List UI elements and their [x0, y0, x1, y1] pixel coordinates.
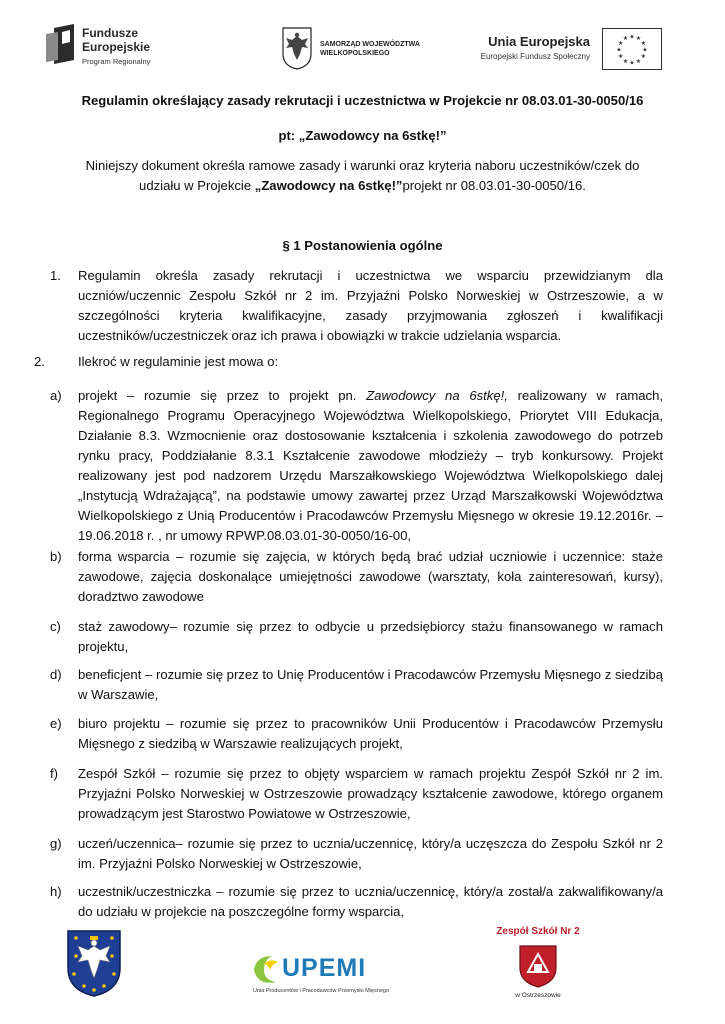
- intro-line-1: Niniejszy dokument określa ramowe zasady i warunki oraz kryteria naboru uczestników/czek do: [85, 158, 640, 173]
- paragraph-number: 1.: [50, 268, 61, 283]
- upemi-subtitle: Unia Producentów i Pracodawców Przemysłu Mięsnego: [253, 988, 390, 994]
- eu-star-icon: ★: [635, 36, 642, 43]
- list-item-letter: a): [50, 388, 62, 403]
- list-item-e: biuro projektu – rozumie się przez to pracowników Unii Producentów i Pracodawców Przemysłu Mięsnego z siedzibą w Warszawie realizujących projekt,: [78, 716, 663, 751]
- logo-unia-europejska: [470, 28, 670, 70]
- logo-fe-title: Fundusze Europejskie: [82, 26, 151, 54]
- list-item-d: beneficjent – rozumie się przez to Unię Producentów i Pracodawców Przemysłu Mięsnego z siedzibą w Warszawie,: [78, 667, 663, 702]
- eagle-crest-icon: [280, 26, 314, 70]
- logo-fundusze-europejskie: [44, 24, 184, 70]
- eu-flag-icon: [602, 28, 662, 70]
- eu-star-icon: ★: [635, 58, 642, 65]
- eu-star-icon: ★: [640, 41, 646, 47]
- document-title: Regulamin określający zasady rekrutacji i uczestnictwa w Projekcie nr 08.03.01-30-0050/16: [81, 93, 644, 108]
- logo-samorzad-wojewodztwa: [280, 26, 440, 70]
- paragraph-number: 2.: [34, 354, 45, 369]
- list-item-letter: g): [50, 836, 62, 851]
- fe-emblem-icon: [44, 24, 78, 64]
- eu-star-icon: ★: [629, 34, 635, 41]
- document-intro: [60, 156, 665, 196]
- list-item-h: uczestnik/uczestniczka – rozumie się przez to ucznia/uczennicę, który/a został/a zakwalifikowany/a do udziału w projekcie na poszczególne formy wsparcia,: [78, 884, 663, 919]
- logo-ue-subtitle: Europejski Fundusz Społeczny: [480, 52, 590, 61]
- list-item-letter: f): [50, 766, 58, 781]
- eu-star-icon: ★: [618, 54, 624, 60]
- eu-star-icon: ★: [629, 60, 635, 67]
- logo-zespol-szkol: [496, 924, 580, 1004]
- list-item-letter: d): [50, 667, 62, 682]
- logo-sw-text: SAMORZĄD WOJEWÓDZTWA WIELKOPOLSKIEGO: [320, 41, 420, 57]
- eu-star-icon: ★: [642, 47, 648, 54]
- coat-of-arms-ostrzeszow: [64, 928, 124, 998]
- upemi-swirl-icon: [250, 952, 286, 988]
- paragraph-1: Regulamin określa zasady rekrutacji i uczestnictwa we wsparciu przewidzianym dla uczniów/uczennic Zespołu Szkół nr 2 im. Przyjaźni Polsko Norweskiej w Ostrzeszowie, a w szczególności kryteria kwalifikacyjne, zasady przyjmowania zgłoszeń i kwalifikacji uczestników/uczestniczek oraz ich prawa i obowiązki w trakcie udzielania wsparcia.: [78, 268, 663, 343]
- section-title: § 1 Postanowienia ogólne: [282, 238, 443, 253]
- document-subtitle: pt: „Zawodowcy na 6stkę!”: [278, 128, 447, 143]
- paragraph-2: Ilekroć w regulaminie jest mowa o:: [78, 354, 279, 369]
- list-item-b: forma wsparcia – rozumie się zajęcia, w których będą brać udział uczniowie i uczennice: staże zawodowe, zajęcia doskonalące umiejętności zawodowe (warsztaty, koła zainteresowań, kursy), doradztwo zawodowe: [78, 549, 663, 604]
- list-item-letter: e): [50, 716, 62, 731]
- intro-line-2: udziału w Projekcie „Zawodowcy na 6stkę!”projekt nr 08.03.01-30-0050/16.: [139, 178, 586, 193]
- list-item-f: Zespół Szkół – rozumie się przez to objęty wsparciem w ramach projektu Zespół Szkół nr 2 im. Przyjaźni Polsko Norweskiej w Ostrzeszowie prowadzący kształcenie zawodowe, którego organem prowadzącym jest Starostwo Powiatowe w Ostrzeszowie,: [78, 766, 663, 821]
- eu-star-icon: ★: [622, 36, 629, 43]
- logo-ue-title: Unia Europejska: [488, 34, 590, 49]
- list-item-letter: b): [50, 549, 62, 564]
- project-name: „Zawodowcy na 6stkę!”: [254, 178, 403, 193]
- coat-of-arms-icon: [64, 928, 124, 998]
- list-item-g: uczeń/uczennica– rozumie się przez to ucznia/uczennicę, który/a uczęszcza do Zespołu Szkół nr 2 im. Przyjaźni Polsko Norweskiej w Ostrzeszowie,: [78, 836, 663, 871]
- school-crest-icon: [516, 942, 560, 988]
- list-item-letter: c): [50, 619, 61, 634]
- zs-subtitle: w Ostrzeszowie: [515, 992, 561, 999]
- upemi-wordmark: UPEMI: [282, 954, 367, 982]
- list-item-c: staż zawodowy– rozumie się przez to odbycie u przedsiębiorcy stażu finansowanego w ramach projektu,: [78, 619, 663, 654]
- logo-upemi: [250, 950, 390, 1000]
- list-item-a: projekt – rozumie się przez to projekt pn. Zawodowcy na 6stkę!, realizowany w ramach, Regionalnego Programu Operacyjnego Województwa Wielkopolskiego, Priorytet VIII Edukacja, Działanie 8.3. Wzmocnienie oraz dostosowanie kształcenia i szkolenia zawodowego do potrzeb rynku pracy, Poddziałanie 8.3.1 Kształcenie zawodowe młodzieży – tryb konkursowy. Projekt realizowany jest pod nadzorem Urzędu Marszałkowskiego Województwa Wielkopolskiego dalej „Instytucją Wdrażającą”, na podstawie umowy zawartej przez Urząd Marszałkowski Województwa Wielkopolskiego z Unią Producentów i Pracodawców Przemysłu Mięsnego w okresie 19.12.2016r. – 19.06.2018 r. , nr umowy RPWP.08.03.01-30-0050/16-00,: [78, 388, 664, 543]
- zs-title: Zespół Szkół Nr 2: [496, 926, 580, 937]
- eu-star-icon: ★: [616, 47, 622, 54]
- list-item-letter: h): [50, 884, 62, 899]
- logo-fe-subtitle: Program Regionalny: [82, 57, 151, 66]
- eu-star-icon: ★: [618, 41, 624, 47]
- eu-star-icon: ★: [640, 54, 646, 60]
- eu-star-icon: ★: [622, 58, 629, 65]
